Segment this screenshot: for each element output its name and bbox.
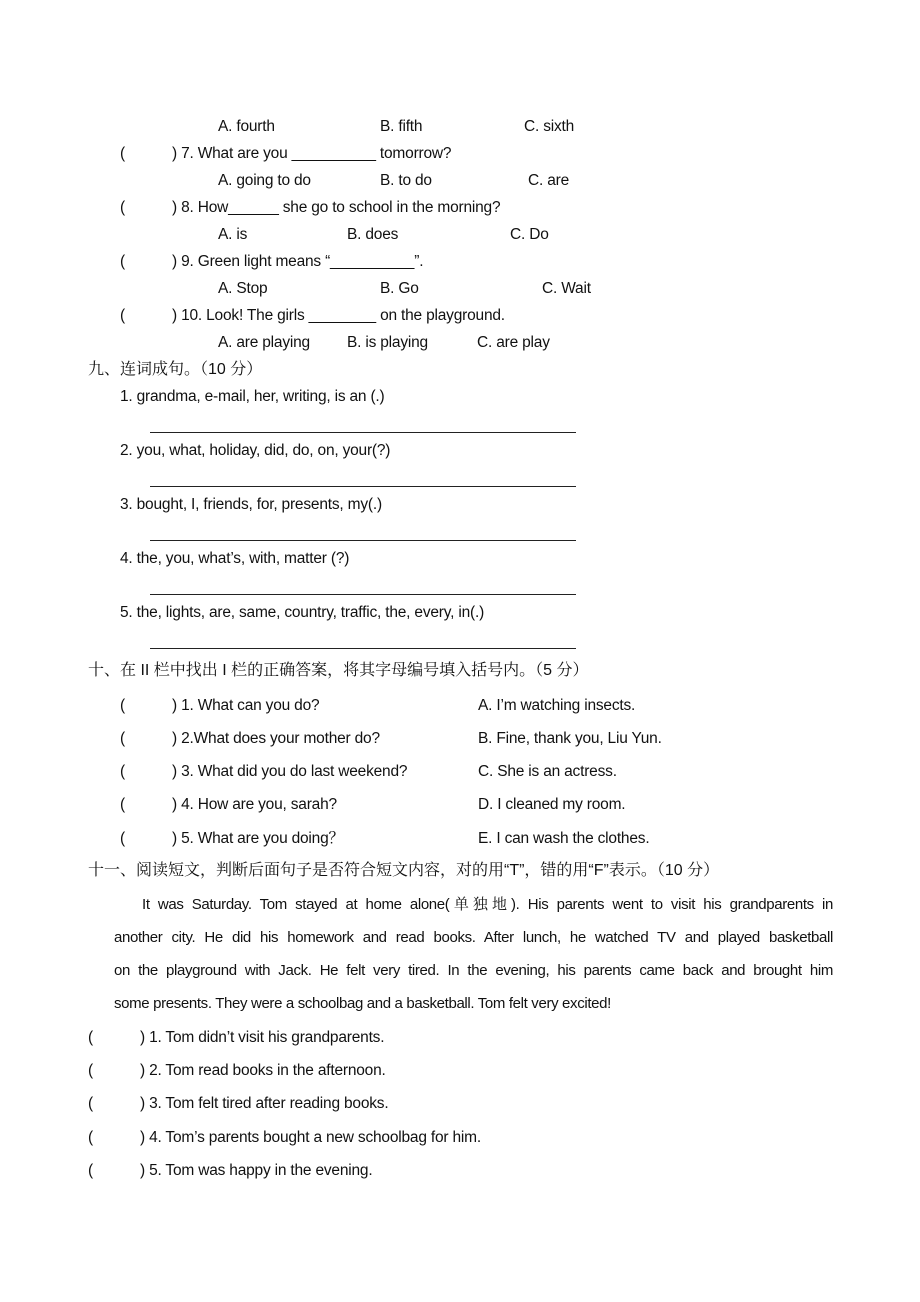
section-9-title: 九、连词成句。（10 分） — [88, 361, 263, 378]
answer-paren-open: ( — [120, 307, 125, 324]
match-answer-e: E. I can wash the clothes. — [478, 830, 650, 847]
answer-line — [150, 594, 576, 595]
answer-paren-open: ( — [120, 199, 125, 216]
tf-statement-5: ) 5. Tom was happy in the evening. — [140, 1162, 373, 1179]
answer-paren-open: ( — [120, 830, 125, 847]
question-text: 7. What are you __________ tomorrow? — [181, 145, 452, 162]
answer-paren-open: ( — [120, 796, 125, 813]
match-question-3: ) 3. What did you do last weekend? — [172, 763, 408, 780]
passage-line: on the playground with Jack. He felt very tired. In the evening, his parents came back and brought him — [114, 962, 833, 979]
question-text: 10. Look! The girls ________ on the playground. — [181, 307, 505, 324]
answer-paren-close: ) — [172, 307, 177, 324]
match-question-1: ) 1. What can you do? — [172, 697, 320, 714]
tf-statement-2: ) 2. Tom read books in the afternoon. — [140, 1062, 386, 1079]
question-9 — [172, 252, 423, 272]
option-a: A. is — [218, 226, 248, 243]
answer-line — [150, 486, 576, 487]
answer-paren-open: ( — [88, 1129, 93, 1146]
passage-line: some presents. They were a schoolbag and a basketball. Tom felt very excited! — [114, 995, 611, 1012]
option-c: C. sixth — [524, 118, 575, 135]
option-a: A. are playing — [218, 334, 310, 351]
answer-paren-close: ) — [172, 199, 177, 216]
match-answer-d: D. I cleaned my room. — [478, 796, 626, 813]
tf-statement-3: ) 3. Tom felt tired after reading books. — [140, 1095, 389, 1112]
answer-paren-open: ( — [88, 1029, 93, 1046]
answer-paren-close: ) — [172, 253, 177, 270]
option-c: C. are play — [477, 334, 550, 351]
answer-paren-open: ( — [120, 763, 125, 780]
sentence-item-1: 1. grandma, e-mail, her, writing, is an (.) — [120, 388, 385, 405]
option-a: A. Stop — [218, 280, 268, 297]
option-b: B. fifth — [380, 118, 423, 135]
answer-line — [150, 540, 576, 541]
answer-paren-open: ( — [120, 730, 125, 747]
option-b: B. is playing — [347, 334, 428, 351]
passage-line: another city. He did his homework and read books. After lunch, he watched TV and played basketball — [114, 929, 833, 946]
answer-paren-open: ( — [88, 1162, 93, 1179]
tf-statement-1: ) 1. Tom didn’t visit his grandparents. — [140, 1029, 385, 1046]
match-answer-b: B. Fine, thank you, Liu Yun. — [478, 730, 662, 747]
answer-line — [150, 648, 576, 649]
sentence-item-5: 5. the, lights, are, same, country, traffic, the, every, in(.) — [120, 604, 485, 621]
passage-line: It was Saturday. Tom stayed at home alone(单独地). His parents went to visit his grandparents in — [142, 896, 833, 913]
question-8 — [172, 198, 500, 218]
option-c: C. Wait — [542, 280, 591, 297]
answer-paren-open: ( — [88, 1095, 93, 1112]
question-10 — [172, 306, 505, 326]
answer-paren-open: ( — [120, 253, 125, 270]
sentence-item-2: 2. you, what, holiday, did, do, on, your(?) — [120, 442, 391, 459]
answer-paren-close: ) — [172, 145, 177, 162]
option-b: B. Go — [380, 280, 419, 297]
match-answer-a: A. I’m watching insects. — [478, 697, 636, 714]
section-10-title: 十、在 II 栏中找出 I 栏的正确答案，将其字母编号填入括号内。（5 分） — [88, 662, 589, 679]
question-7 — [172, 144, 451, 164]
answer-paren-open: ( — [88, 1062, 93, 1079]
match-question-2: ) 2.What does your mother do? — [172, 730, 380, 747]
answer-paren-open: ( — [120, 145, 125, 162]
option-b: B. to do — [380, 172, 432, 189]
answer-paren-open: ( — [120, 697, 125, 714]
match-question-4: ) 4. How are you, sarah? — [172, 796, 337, 813]
match-question-5: ) 5. What are you doing？ — [172, 830, 344, 847]
sentence-item-4: 4. the, you, what’s, with, matter (?) — [120, 550, 350, 567]
section-11-title: 十一、阅读短文，判断后面句子是否符合短文内容，对的用“T”，错的用“F”表示。（10 分） — [88, 862, 720, 879]
question-text: 8. How______ she go to school in the morning? — [181, 199, 501, 216]
option-b: B. does — [347, 226, 399, 243]
option-a: A. fourth — [218, 118, 275, 135]
answer-line — [150, 432, 576, 433]
option-c: C. Do — [510, 226, 549, 243]
tf-statement-4: ) 4. Tom’s parents bought a new schoolbag for him. — [140, 1129, 481, 1146]
option-c: C. are — [528, 172, 570, 189]
match-answer-c: C. She is an actress. — [478, 763, 617, 780]
question-text: 9. Green light means “__________”. — [181, 253, 424, 270]
sentence-item-3: 3. bought, I, friends, for, presents, my(.) — [120, 496, 382, 513]
option-a: A. going to do — [218, 172, 311, 189]
